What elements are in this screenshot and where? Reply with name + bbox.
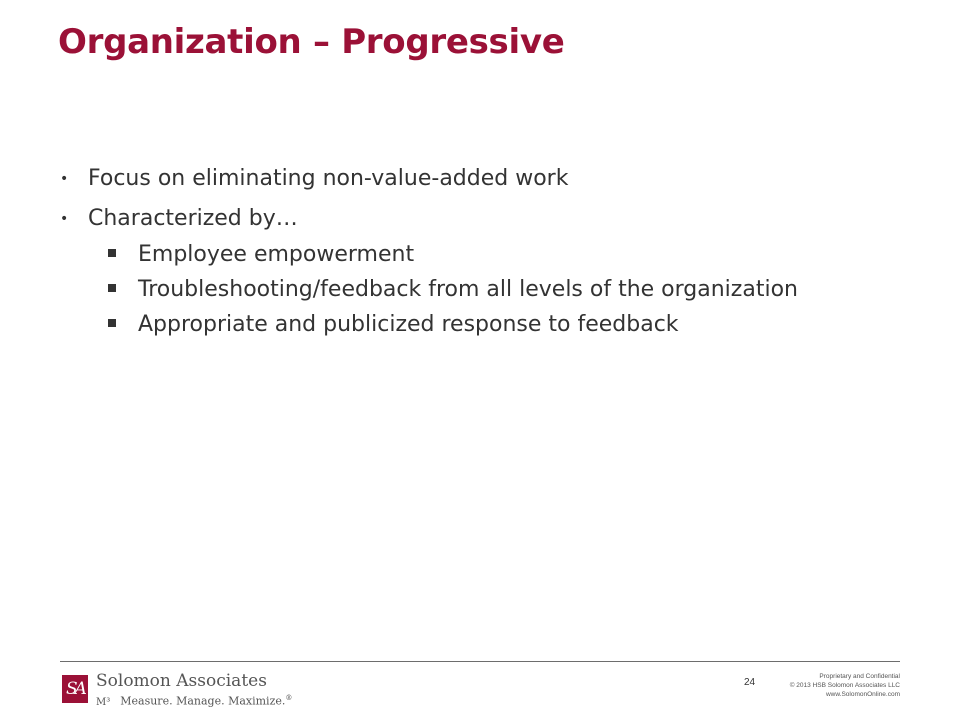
footer-divider xyxy=(60,661,900,662)
legal-line: Proprietary and Confidential xyxy=(819,673,900,680)
company-tagline xyxy=(96,694,292,708)
slide-title: Organization – Progressive xyxy=(58,22,565,62)
tagline-text: Measure. Manage. Maximize. xyxy=(120,694,286,708)
bullet-dot: • xyxy=(60,211,69,227)
legal-notice xyxy=(790,672,900,699)
sub-bullet-item xyxy=(108,312,920,337)
tagline-prefix: M³ xyxy=(96,696,111,708)
square-bullet-icon xyxy=(108,284,116,292)
square-bullet-icon xyxy=(108,319,116,327)
bullet-item xyxy=(60,206,920,231)
sub-bullet-text: Employee empowerment xyxy=(138,242,415,267)
registered-mark: ® xyxy=(285,694,293,702)
legal-line: www.SolomonOnline.com xyxy=(825,691,900,698)
sub-bullet-list xyxy=(60,242,920,337)
bullet-item xyxy=(60,166,920,191)
company-logo-icon xyxy=(62,675,88,703)
bullet-text: Focus on eliminating non-value-added work xyxy=(88,166,569,191)
bullet-dot: • xyxy=(60,171,69,187)
logo-monogram: SA xyxy=(66,678,84,699)
sub-bullet-item xyxy=(108,242,920,267)
slide-content xyxy=(60,166,920,347)
sub-bullet-item xyxy=(108,277,920,302)
company-name: Solomon Associates xyxy=(96,671,267,691)
legal-line: © 2013 HSB Solomon Associates LLC xyxy=(789,682,900,689)
sub-bullet-text: Troubleshooting/feedback from all levels of the organization xyxy=(138,277,798,302)
sub-bullet-text: Appropriate and publicized response to feedback xyxy=(138,312,679,337)
bullet-text: Characterized by… xyxy=(88,206,298,231)
page-number: 24 xyxy=(744,677,756,688)
square-bullet-icon xyxy=(108,249,116,257)
